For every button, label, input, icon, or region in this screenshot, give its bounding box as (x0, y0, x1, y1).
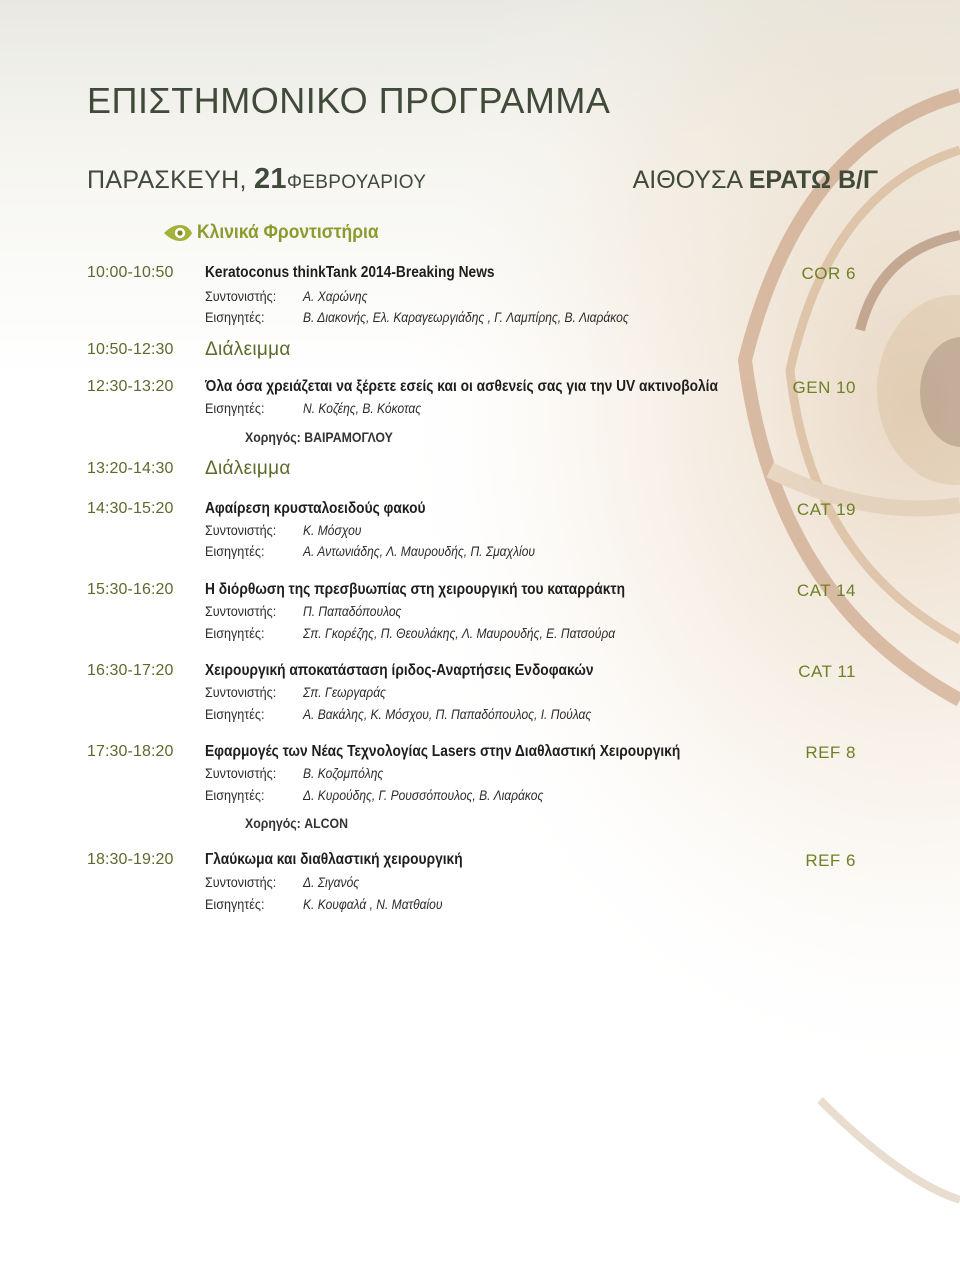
coordinator-line (205, 288, 378, 304)
sponsor-line: Χορηγός: ΒΑΙΡΑΜΟΓΛΟΥ (245, 429, 393, 445)
speakers-line (205, 706, 638, 722)
section-heading (163, 222, 394, 244)
coordinator-label: Συντονιστής: (205, 522, 277, 538)
room-prefix: ΑΙΘΟΥΣΑ (632, 166, 742, 194)
speakers-label: Εισηγητές: (205, 400, 265, 416)
session-time: 15:30-16:20 (87, 581, 174, 598)
speakers-label: Εισηγητές: (205, 706, 265, 722)
speakers-names: Α. Βακάλης, Κ. Μόσχου, Π. Παπαδόπουλος, Ι. Πούλας (303, 706, 592, 722)
speakers-line (205, 625, 666, 641)
speakers-names: Β. Διακονής, Ελ. Καραγεωργιάδης , Γ. Λαμπίρης, Β. Λιαράκος (303, 309, 629, 325)
speakers-line (205, 787, 582, 803)
speakers-label: Εισηγητές: (205, 625, 265, 641)
coordinator-line (205, 684, 399, 700)
coordinator-name: Κ. Μόσχου (303, 522, 362, 538)
coordinator-label: Συντονιστής: (205, 874, 277, 890)
session-code: REF 8 (805, 743, 856, 762)
page-title: ΕΠΙΣΤΗΜΟΝΙΚΟ ΠΡΟΓΡΑΜΜΑ (87, 80, 611, 121)
session-code: CAT 14 (796, 581, 856, 600)
session-topic: Η διόρθωση της πρεσβυωπίας στη χειρουργική του καταρράκτη (205, 581, 625, 598)
session-topic: Χειρουργική αποκατάσταση ίριδος-Αναρτήσεις Ενδοφακών (205, 662, 594, 679)
session-topic: Εφαρμογές των Νέας Τεχνολογίας Lasers στην Διαθλαστική Χειρουργική (205, 743, 681, 760)
break-label: Διάλειμμα (205, 339, 291, 360)
speakers-line (205, 896, 465, 912)
weekday: ΠΑΡΑΣΚΕΥΗ, (87, 166, 247, 194)
break-time: 10:50-12:30 (87, 341, 174, 358)
speakers-line (205, 543, 573, 559)
room-heading (633, 166, 878, 195)
date-number: 21 (253, 163, 287, 195)
speakers-line (205, 309, 682, 325)
eye-icon (163, 224, 193, 242)
speakers-names: Ν. Κοζέης, Β. Κόκοτας (303, 400, 422, 416)
section-label: Κλινικά Φροντιστήρια (197, 222, 379, 243)
day-heading (87, 163, 426, 196)
speakers-line (205, 400, 440, 416)
session-topic: Keratoconus thinkTank 2014-Breaking News (205, 264, 495, 281)
speakers-names: Α. Αντωνιάδης, Λ. Μαυρουδής, Π. Σμαχλίου (303, 543, 536, 559)
session-topic: Γλαύκωμα και διαθλαστική χειρουργική (205, 851, 463, 868)
speakers-label: Εισηγητές: (205, 309, 265, 325)
speakers-names: Κ. Κουφαλά , Ν. Ματθαίου (303, 896, 443, 912)
month-name: ΦΕΒΡΟΥΑΡΙΟΥ (286, 172, 427, 193)
coordinator-label: Συντονιστής: (205, 288, 277, 304)
session-topic: Όλα όσα χρειάζεται να ξέρετε εσείς και οι ασθενείς σας για την UV ακτινοβολία (205, 378, 718, 395)
coordinator-name: Π. Παπαδόπουλος (303, 603, 402, 619)
session-code: CAT 19 (796, 500, 856, 519)
session-code: CAT 11 (798, 662, 856, 681)
room-name: ΕΡΑΤΩ Β/Γ (748, 166, 878, 194)
session-code: REF 6 (805, 851, 856, 870)
coordinator-label: Συντονιστής: (205, 684, 277, 700)
speakers-label: Εισηγητές: (205, 787, 265, 803)
coordinator-line (205, 522, 371, 538)
session-code: COR 6 (801, 264, 856, 283)
coordinator-line (205, 874, 368, 890)
speakers-names: Δ. Κυρούδης, Γ. Ρουσσόπουλος, Β. Λιαράκος (303, 787, 544, 803)
coordinator-name: Β. Κοζομπόλης (303, 765, 384, 781)
session-code: GEN 10 (792, 378, 856, 397)
coordinator-name: Α. Χαρώνης (303, 288, 368, 304)
speakers-label: Εισηγητές: (205, 896, 265, 912)
session-time: 18:30-19:20 (87, 851, 174, 868)
coordinator-line (205, 765, 396, 781)
sponsor-line: Χορηγός: ALCON (245, 815, 349, 831)
session-time: 14:30-15:20 (87, 500, 174, 517)
coordinator-name: Σπ. Γεωργαράς (303, 684, 386, 700)
session-time: 17:30-18:20 (87, 743, 174, 760)
session-time: 16:30-17:20 (87, 662, 174, 679)
speakers-names: Σπ. Γκορέζης, Π. Θεουλάκης, Λ. Μαυρουδής, Ε. Πατσούρα (303, 625, 616, 641)
session-time: 10:00-10:50 (87, 264, 174, 281)
speakers-label: Εισηγητές: (205, 543, 265, 559)
coordinator-name: Δ. Σιγανός (303, 874, 360, 890)
coordinator-label: Συντονιστής: (205, 603, 277, 619)
session-topic: Αφαίρεση κρυσταλοειδούς φακού (205, 500, 426, 517)
session-time: 12:30-13:20 (87, 378, 174, 395)
break-time: 13:20-14:30 (87, 460, 174, 477)
coordinator-label: Συντονιστής: (205, 765, 277, 781)
coordinator-line (205, 603, 417, 619)
break-label: Διάλειμμα (205, 458, 291, 479)
